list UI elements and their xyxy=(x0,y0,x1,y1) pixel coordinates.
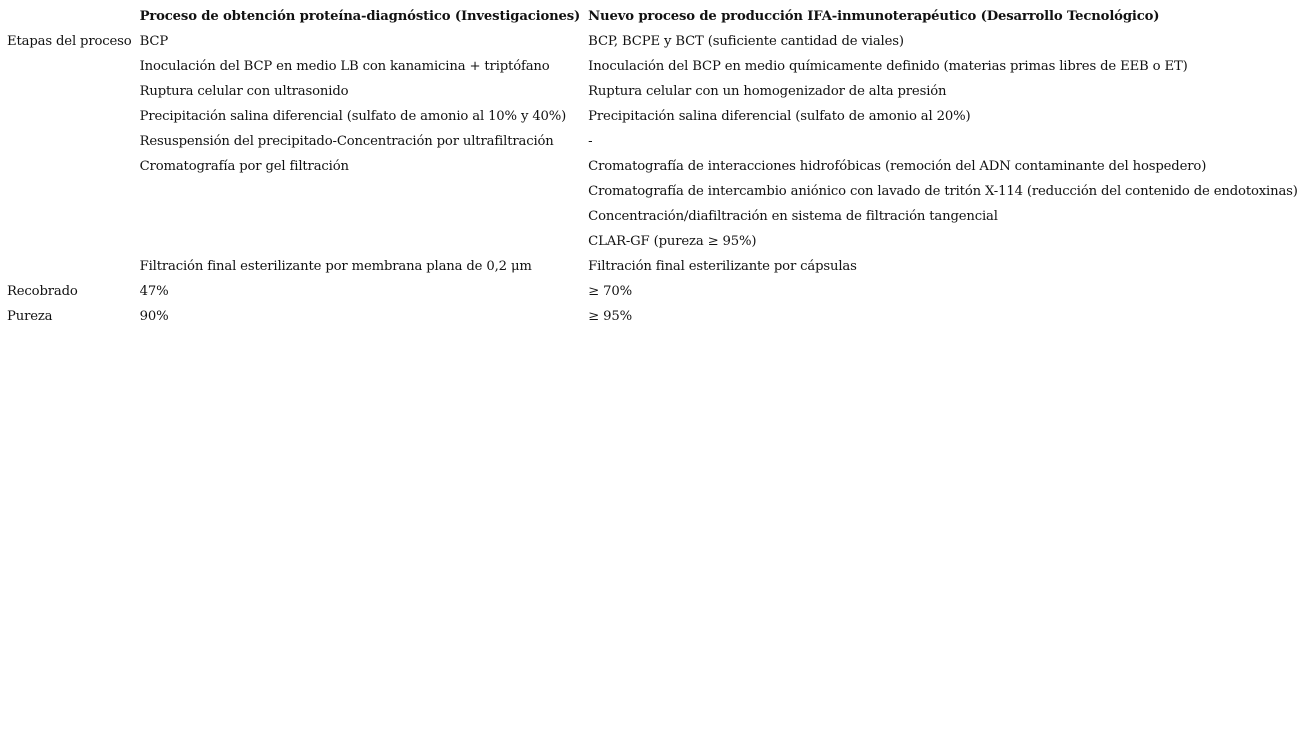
row-label: Recobrado xyxy=(7,284,78,299)
table-cell: Inoculación del BCP en medio químicamente definido (materias primas libres de EEB o ET) xyxy=(588,59,1188,74)
table-header-row xyxy=(3,4,1302,29)
table-cell: Filtración final esterilizante por cápsulas xyxy=(588,259,857,274)
row-label xyxy=(3,254,136,279)
table-cell: Cromatografía de interacciones hidrofóbicas (remoción del ADN contaminante del hospedero) xyxy=(588,159,1207,174)
table-cell: CLAR-GF (pureza ≥ 95%) xyxy=(588,234,757,249)
row-label xyxy=(3,79,136,104)
row-label xyxy=(3,204,136,229)
table-cell: Precipitación salina diferencial (sulfato de amonio al 10% y 40%) xyxy=(139,109,567,124)
table-cell: Filtración final esterilizante por membrana plana de 0,2 μm xyxy=(139,259,532,274)
row-label: Etapas del proceso xyxy=(7,34,132,49)
table-row xyxy=(3,279,1302,304)
table-row xyxy=(3,129,1302,154)
table-row xyxy=(3,304,1302,329)
table-cell: Cromatografía por gel filtración xyxy=(139,159,349,174)
row-label xyxy=(3,154,136,179)
table-cell: Precipitación salina diferencial (sulfato de amonio al 20%) xyxy=(588,109,971,124)
header-cell-empty xyxy=(3,4,136,29)
table-cell xyxy=(136,179,585,204)
table-cell: 47% xyxy=(139,284,169,299)
row-label xyxy=(3,229,136,254)
header-cell-desarrollo: Nuevo proceso de producción IFA-inmunoterapéutico (Desarrollo Tecnológico) xyxy=(588,9,1160,24)
table-cell: Resuspensión del precipitado-Concentración por ultrafiltración xyxy=(139,134,554,149)
table-row xyxy=(3,104,1302,129)
table-cell xyxy=(136,229,585,254)
row-label: Pureza xyxy=(7,309,53,324)
comparison-table xyxy=(3,4,1302,329)
table-row xyxy=(3,204,1302,229)
table-cell: Cromatografía de intercambio aniónico con lavado de tritón X-114 (reducción del contenido de endotoxinas) xyxy=(588,184,1298,199)
table-row xyxy=(3,29,1302,54)
table-row xyxy=(3,154,1302,179)
header-cell-investigaciones: Proceso de obtención proteína-diagnóstico (Investigaciones) xyxy=(139,9,581,24)
table-row xyxy=(3,179,1302,204)
table-cell: BCP, BCPE y BCT (suficiente cantidad de viales) xyxy=(588,34,904,49)
row-label xyxy=(3,104,136,129)
table-cell: ≥ 70% xyxy=(588,284,632,299)
table-row xyxy=(3,229,1302,254)
table-cell: ≥ 95% xyxy=(588,309,632,324)
table-cell: BCP xyxy=(139,34,169,49)
table-cell: Ruptura celular con ultrasonido xyxy=(139,84,349,99)
table-row xyxy=(3,254,1302,279)
table-cell: 90% xyxy=(139,309,169,324)
table-row xyxy=(3,54,1302,79)
row-label xyxy=(3,179,136,204)
table-row xyxy=(3,79,1302,104)
table-cell: Ruptura celular con un homogenizador de alta presión xyxy=(588,84,947,99)
row-label xyxy=(3,54,136,79)
table-cell xyxy=(136,204,585,229)
table-cell: Inoculación del BCP en medio LB con kanamicina + triptófano xyxy=(139,59,550,74)
table-cell: - xyxy=(588,134,593,149)
table-cell: Concentración/diafiltración en sistema de filtración tangencial xyxy=(588,209,998,224)
row-label xyxy=(3,129,136,154)
